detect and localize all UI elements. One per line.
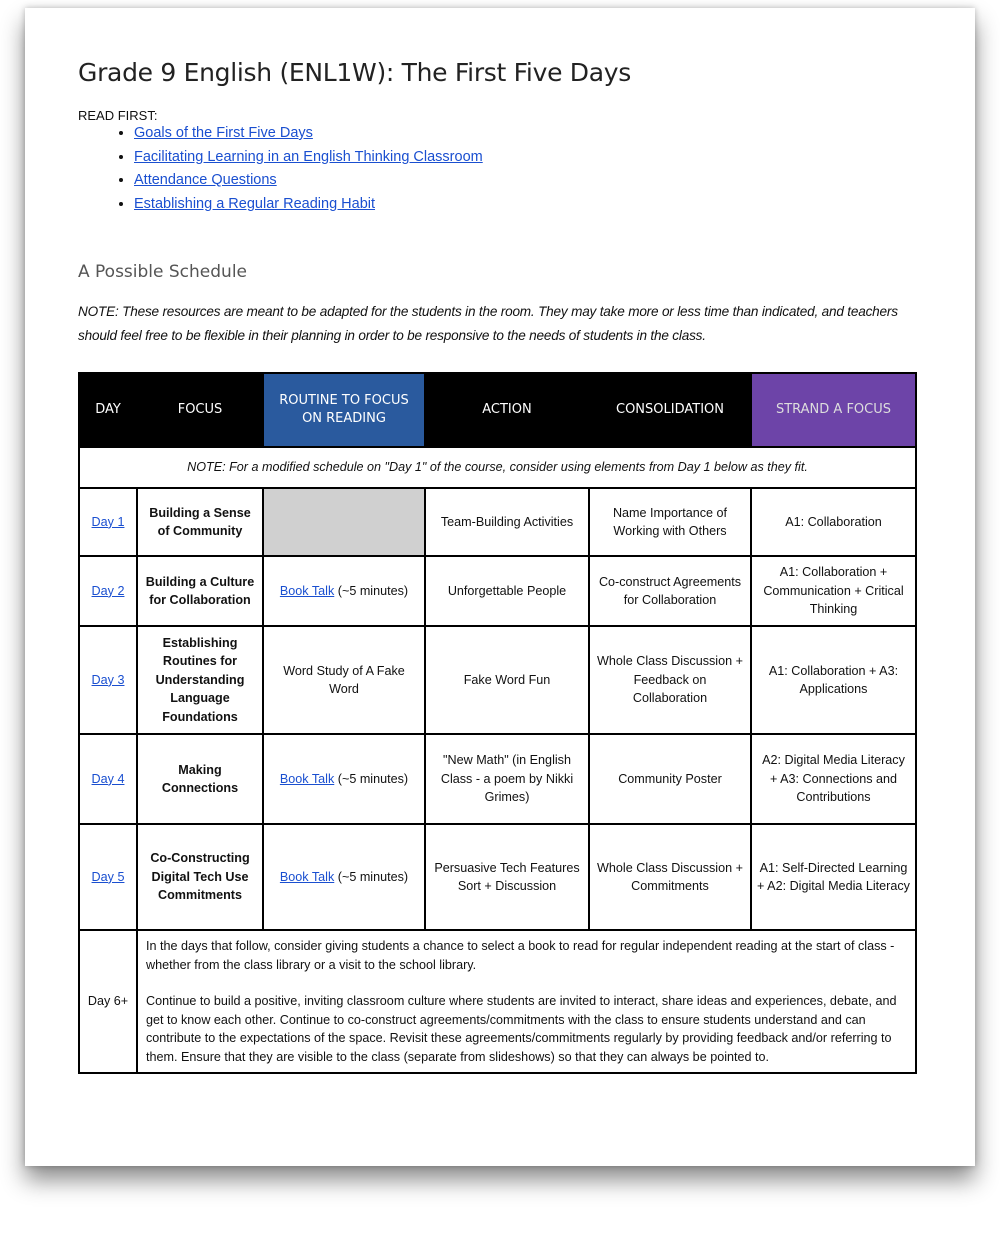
table-row — [79, 626, 916, 734]
consolidation-cell: Whole Class Discussion + Feedback on Collaboration — [589, 626, 751, 734]
action-cell: Persuasive Tech Features Sort + Discussion — [425, 824, 589, 930]
day6-description — [137, 930, 916, 1073]
strand-cell: A1: Collaboration + A3: Applications — [751, 626, 916, 734]
action-cell: Unforgettable People — [425, 556, 589, 626]
day-link[interactable]: Day 2 — [91, 583, 125, 598]
day-cell — [79, 556, 137, 626]
consolidation-cell: Name Importance of Working with Others — [589, 488, 751, 556]
page-title: Grade 9 English (ENL1W): The First Five Days — [78, 58, 631, 87]
day-cell — [79, 824, 137, 930]
header-routine: ROUTINE TO FOCUS ON READING — [263, 373, 425, 447]
day-link[interactable]: Day 5 — [91, 869, 125, 884]
focus-cell: Co-Constructing Digital Tech Use Commitments — [137, 824, 263, 930]
header-focus: FOCUS — [137, 373, 263, 447]
header-action: ACTION — [425, 373, 589, 447]
day-cell: Day 6+ — [79, 930, 137, 1073]
read-first-links — [98, 122, 483, 216]
book-talk-link[interactable]: Book Talk — [279, 583, 335, 598]
note-paragraph: NOTE: These resources are meant to be adapted for the students in the room. They may take more or less time than indicated, and teachers should feel free to be flexible in their planning in order to be responsive to the needs of students in the class. — [78, 304, 898, 343]
day-cell — [79, 488, 137, 556]
routine-cell: Word Study of A Fake Word — [263, 626, 425, 734]
action-cell: Fake Word Fun — [425, 626, 589, 734]
strand-cell: A1: Collaboration + Communication + Critical Thinking — [751, 556, 916, 626]
action-cell: "New Math" (in English Class - a poem by Nikki Grimes) — [425, 734, 589, 824]
strand-cell: A2: Digital Media Literacy + A3: Connections and Contributions — [751, 734, 916, 824]
routine-cell — [263, 556, 425, 626]
consolidation-cell: Whole Class Discussion + Commitments — [589, 824, 751, 930]
day-link[interactable]: Day 1 — [91, 514, 125, 529]
day6-para1: In the days that follow, consider giving students a chance to select a book to read for regular independent reading at the start of class - whether from the class library or a visit to the school library. — [146, 939, 895, 972]
day-link[interactable]: Day 4 — [91, 771, 125, 786]
routine-cell — [263, 734, 425, 824]
table-note: NOTE: For a modified schedule on "Day 1" of the course, consider using elements from Day 1 below as they fit. — [79, 447, 916, 488]
book-talk-link[interactable]: Book Talk — [279, 869, 335, 884]
table-row — [79, 488, 916, 556]
routine-duration: (~5 minutes) — [334, 869, 409, 884]
routine-duration: (~5 minutes) — [334, 771, 409, 786]
header-day: DAY — [79, 373, 137, 447]
header-strand: STRAND A FOCUS — [751, 373, 916, 447]
link-attendance[interactable]: Attendance Questions — [134, 172, 277, 188]
link-goals[interactable]: Goals of the First Five Days — [134, 125, 313, 141]
focus-cell: Establishing Routines for Understanding Language Foundations — [137, 626, 263, 734]
day-cell — [79, 626, 137, 734]
consolidation-cell: Community Poster — [589, 734, 751, 824]
schedule-table — [78, 372, 917, 1074]
routine-duration: (~5 minutes) — [334, 583, 409, 598]
link-reading-habit[interactable]: Establishing a Regular Reading Habit — [134, 195, 376, 212]
day-link[interactable]: Day 3 — [91, 672, 125, 687]
header-consolidation: CONSOLIDATION — [589, 373, 751, 447]
day6-para2: Continue to build a positive, inviting classroom culture where students are invited to interact, share ideas and experiences, debate, and get to know each other. Continue to co-construct agreements/commitments with the class to ensure students understand and can contribute to the expectations of the space. Revisit these agreements/commitments regularly by providing feedback and/or referring to them. Ensure that they are visible to the class (separate from slideshows) so that they can always be pointed to. — [146, 994, 897, 1064]
focus-cell: Building a Culture for Collaboration — [137, 556, 263, 626]
read-first-label: READ FIRST: — [78, 108, 158, 123]
book-talk-link[interactable]: Book Talk — [279, 771, 335, 786]
routine-cell-empty — [263, 488, 425, 556]
routine-cell — [263, 824, 425, 930]
section-heading: A Possible Schedule — [78, 262, 248, 282]
focus-cell: Building a Sense of Community — [137, 488, 263, 556]
consolidation-cell: Co-construct Agreements for Collaboration — [589, 556, 751, 626]
action-cell: Team-Building Activities — [425, 488, 589, 556]
focus-cell: Making Connections — [137, 734, 263, 824]
link-facilitating[interactable]: Facilitating Learning in an English Thinking Classroom — [134, 148, 483, 165]
table-row — [79, 824, 916, 930]
table-row — [79, 556, 916, 626]
day-cell — [79, 734, 137, 824]
table-row — [79, 734, 916, 824]
strand-cell: A1: Self-Directed Learning + A2: Digital Media Literacy — [751, 824, 916, 930]
table-header — [79, 373, 916, 447]
strand-cell: A1: Collaboration — [751, 488, 916, 556]
table-row-day6 — [79, 930, 916, 1073]
